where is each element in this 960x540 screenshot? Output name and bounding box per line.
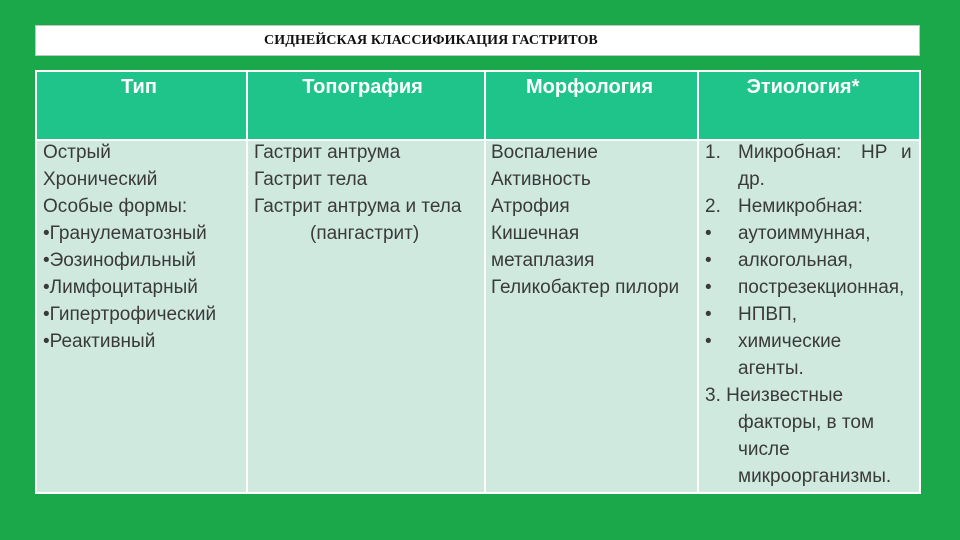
etiology-line: пострезекционная,: [738, 277, 905, 298]
header-cell-topography: [248, 72, 484, 139]
etiology-bullet: •: [705, 304, 712, 325]
etiology-line: 3. Неизвестные: [705, 385, 844, 406]
type-line: Особые формы:: [43, 196, 188, 217]
topography-cell: [248, 141, 484, 492]
type-line: •Гранулематозный: [43, 223, 207, 244]
etiology-line: и: [901, 142, 912, 163]
etiology-line: НПВП,: [738, 304, 797, 325]
morphology-line: Геликобактер пилори: [491, 277, 680, 298]
etiology-line: алкогольная,: [738, 250, 854, 271]
etiology-line: HP: [861, 142, 888, 163]
etiology-line: Микробная:: [738, 142, 842, 163]
morphology-line: Активность: [491, 169, 591, 190]
topography-line: Гастрит антрума: [254, 142, 401, 163]
etiology-bullet: •: [705, 277, 712, 298]
slide-title: СИДНЕЙСКАЯ КЛАССИФИКАЦИЯ ГАСТРИТОВ: [264, 33, 598, 48]
type-cell: [37, 141, 246, 492]
etiology-line: др.: [738, 169, 765, 190]
etiology-cell: [699, 141, 919, 492]
etiology-line: агенты.: [738, 358, 804, 379]
morphology-line: Воспаление: [491, 142, 598, 163]
topography-line: Гастрит тела: [254, 169, 368, 190]
type-line: •Гипертрофический: [43, 304, 217, 325]
header-cell-type: [37, 72, 246, 139]
morphology-line: метаплазия: [491, 250, 595, 271]
classification-table: [35, 70, 921, 494]
type-line: Острый: [43, 142, 111, 163]
topography-line: Гастрит антрума и тела: [254, 196, 462, 217]
type-line: •Лимфоцитарный: [43, 277, 198, 298]
header-topography-label: Топография: [302, 76, 423, 98]
etiology-line: факторы, в том: [738, 412, 875, 433]
etiology-line: микроорганизмы.: [738, 466, 892, 487]
etiology-bullet: •: [705, 223, 712, 244]
etiology-bullet: •: [705, 331, 712, 352]
morphology-line: Кишечная: [491, 223, 580, 244]
header-morphology-label: Морфология: [525, 76, 653, 98]
topography-line: (пангастрит): [310, 223, 420, 244]
etiology-line: аутоиммунная,: [738, 223, 871, 244]
slide-title-bar: [35, 25, 920, 56]
morphology-line: Атрофия: [491, 196, 570, 217]
etiology-line: химические: [738, 331, 842, 352]
header-type-label: Тип: [121, 76, 157, 98]
etiology-item-number: 1.: [705, 142, 721, 163]
etiology-line: числе: [738, 439, 790, 460]
type-line: •Реактивный: [43, 331, 156, 352]
type-line: Хронический: [43, 169, 158, 190]
morphology-cell: [486, 141, 697, 492]
header-etiology-label: Этиология*: [746, 76, 860, 98]
etiology-item-number: 2.: [705, 196, 721, 217]
type-line: •Эозинофильный: [43, 250, 197, 271]
etiology-bullet: •: [705, 250, 712, 271]
etiology-line: Немикробная:: [738, 196, 863, 217]
header-cell-etiology: [699, 72, 919, 139]
header-cell-morphology: [486, 72, 697, 139]
